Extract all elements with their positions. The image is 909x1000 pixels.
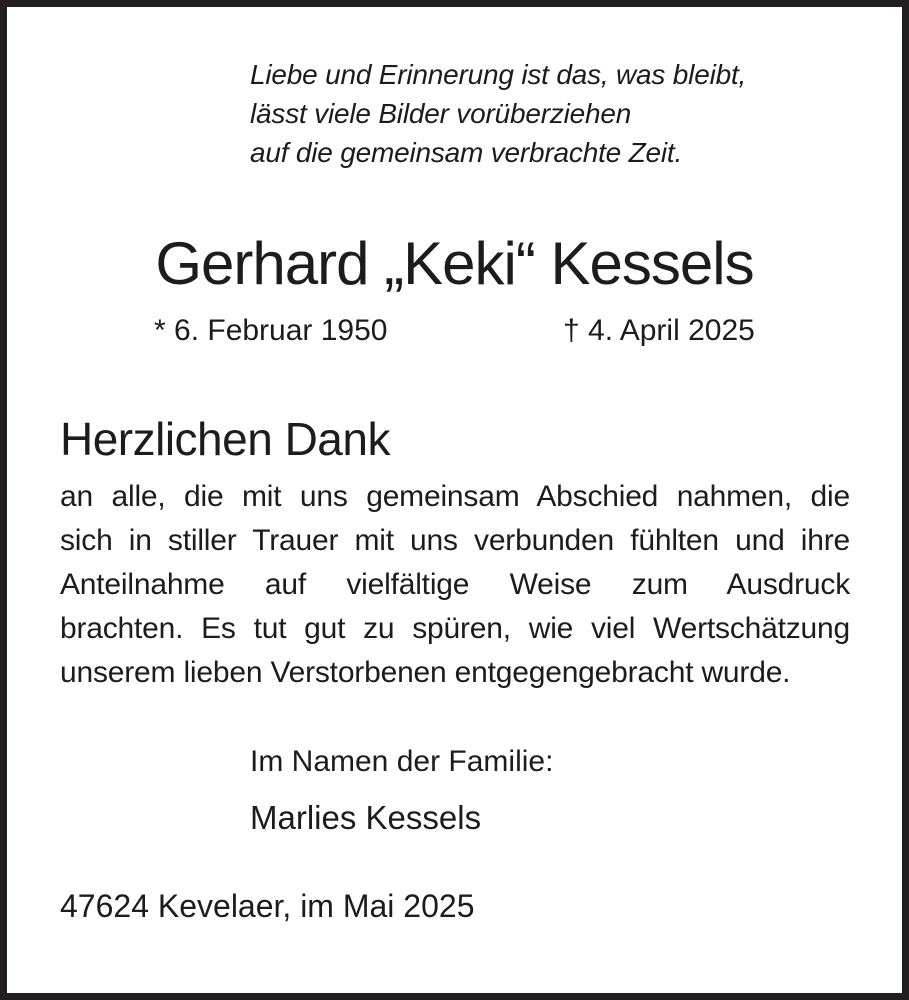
thanks-heading: Herzlichen Dank: [60, 413, 390, 465]
life-dates-row: [7, 311, 902, 351]
deceased-name: Gerhard „Keki“ Kessels: [155, 230, 754, 297]
epigraph-verse: [250, 55, 746, 172]
thanks-text-line-1: an alle, die mit uns gemeinsam Abschied nahmen, die: [60, 480, 850, 513]
thanks-paragraph: [60, 475, 850, 695]
thanks-text-line-2: sich in stiller Trauer mit uns verbunden fühlten und ihre: [60, 524, 850, 557]
epigraph-line-3: auf die gemeinsam verbrachte Zeit.: [250, 137, 683, 168]
place-date-line: 47624 Kevelaer, im Mai 2025: [60, 888, 475, 924]
thanks-text-line-4: brachten. Es tut gut zu spüren, wie viel Wertschätzung: [60, 612, 850, 645]
family-intro: Im Namen der Familie:: [250, 745, 554, 778]
epigraph-line-1: Liebe und Erinnerung ist das, was bleibt,: [250, 59, 747, 90]
epigraph-line-2: lässt viele Bilder vorüberziehen: [250, 98, 632, 129]
family-name: Marlies Kessels: [250, 799, 482, 836]
death-date: † 4. April 2025: [563, 314, 755, 347]
thanks-text-line-3: Anteilnahme auf vielfältige Weise zum Ausdruck: [60, 568, 850, 601]
birth-date: * 6. Februar 1950: [154, 314, 388, 347]
thanks-text-line-5: unserem lieben Verstorbenen entgegengebracht wurde.: [60, 656, 791, 689]
